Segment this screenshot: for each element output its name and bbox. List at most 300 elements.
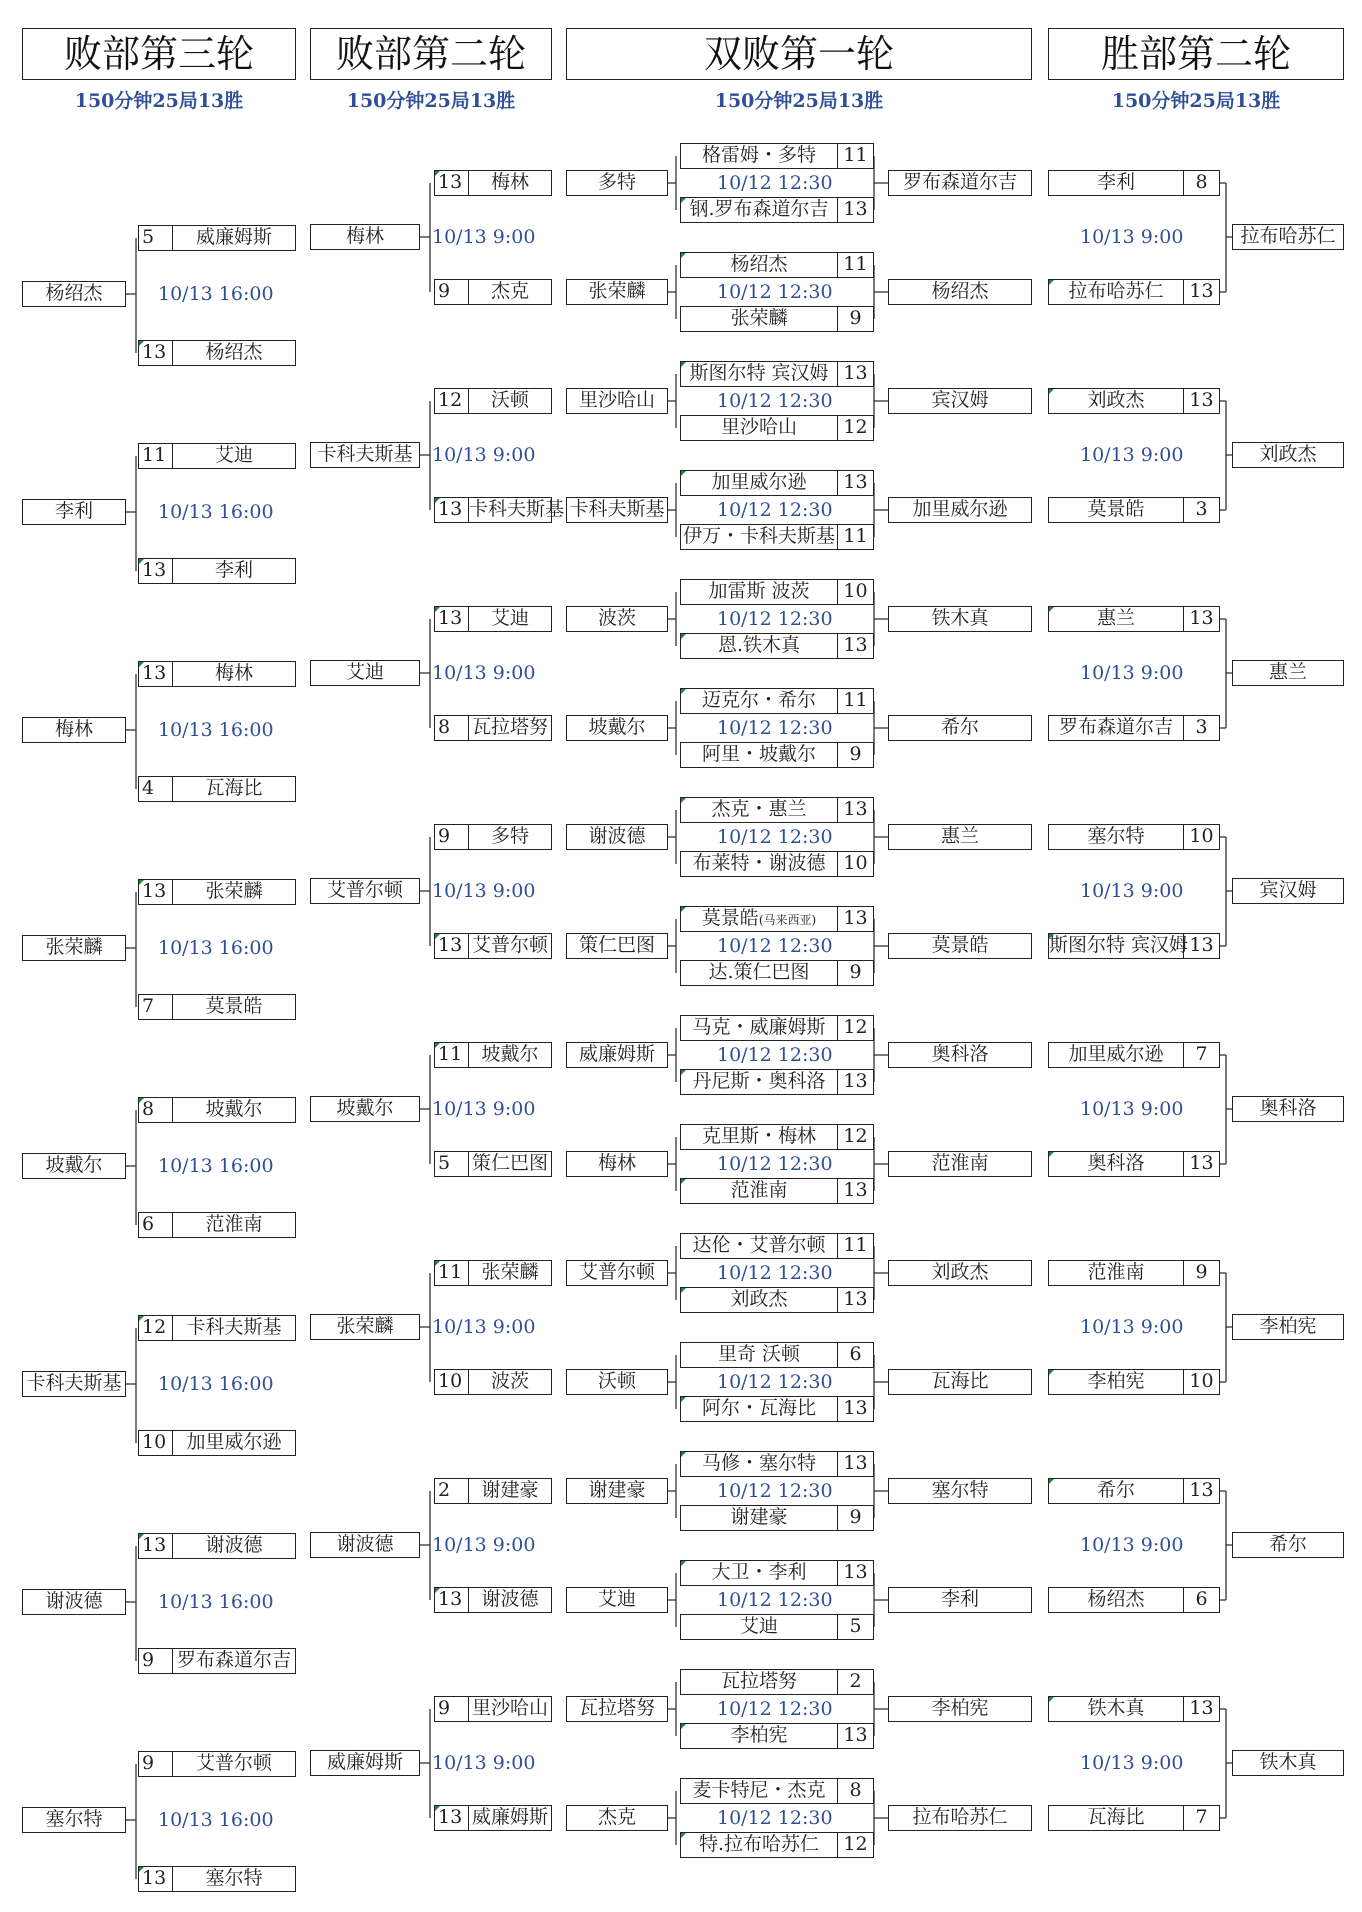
player-name-text: 马克・威廉姆斯	[692, 1016, 826, 1038]
score-cell: 13	[837, 1561, 873, 1585]
dbl1-match-time: 10/12 12:30	[717, 1480, 833, 1502]
score-cell: 9	[837, 743, 873, 767]
score-cell: 13	[435, 1806, 469, 1830]
dbl1-match-time: 10/12 12:30	[717, 826, 833, 848]
dbl1-bottom-player	[680, 851, 874, 877]
lb2-match-time: 10/13 9:00	[432, 1534, 536, 1556]
score-cell: 9	[435, 825, 469, 849]
header-losers-round-2: 败部第二轮	[310, 28, 552, 80]
player-name	[1049, 607, 1183, 630]
player-country-note: (马来西亚)	[758, 913, 817, 927]
lb2-result-box: 艾普尔顿	[310, 878, 420, 904]
player-name: 坡戴尔	[481, 1043, 539, 1065]
player-name-text: 莫景皓	[1087, 498, 1145, 520]
score-cell: 12	[435, 389, 469, 413]
score-cell: 10	[435, 1370, 469, 1394]
dbl1-loser-box: 里沙哈山	[566, 388, 668, 414]
player-name-text: 丹尼斯・奥科洛	[692, 1070, 826, 1092]
lb2-result-box: 梅林	[310, 224, 420, 250]
dbl1-bottom-player	[680, 633, 874, 659]
score-cell: 5	[837, 1615, 873, 1639]
player-name: 谢波德	[205, 1534, 263, 1556]
dbl1-bottom-player	[680, 1069, 874, 1095]
score-cell: 6	[837, 1343, 873, 1367]
dbl1-match-time: 10/12 12:30	[717, 1371, 833, 1393]
player-name: 莫景皓	[205, 995, 263, 1017]
score-cell: 13	[139, 559, 173, 583]
player-name: 谢建豪	[481, 1479, 539, 1501]
dbl1-bottom-player	[680, 1287, 874, 1313]
score-cell: 13	[1183, 607, 1219, 631]
player-name: 里沙哈山	[471, 1697, 548, 1719]
player-name	[1049, 1152, 1183, 1175]
player-name	[1049, 171, 1183, 194]
score-cell: 13	[139, 1534, 173, 1558]
player-name: 沃顿	[490, 389, 529, 411]
score-cell: 10	[1183, 825, 1219, 849]
score-cell: 11	[837, 1234, 873, 1258]
player-name-text: 钢.罗布森道尔吉	[689, 198, 829, 220]
player-name	[681, 1779, 837, 1802]
score-cell: 13	[435, 934, 469, 958]
score-cell: 10	[837, 852, 873, 876]
score-cell: 13	[837, 1452, 873, 1476]
lb2-top-player	[434, 1478, 552, 1504]
wb2-match-time: 10/13 9:00	[1080, 1316, 1184, 1338]
player-name	[681, 1343, 837, 1366]
wb2-top-player	[1048, 1042, 1220, 1068]
dbl1-loser-box: 瓦拉塔努	[566, 1696, 668, 1722]
lb2-top-player	[434, 388, 552, 414]
dbl1-winner-box: 李柏宪	[888, 1696, 1032, 1722]
score-cell: 13	[837, 1724, 873, 1748]
score-cell: 2	[435, 1479, 469, 1503]
score-cell: 6	[139, 1213, 173, 1237]
score-cell: 10	[1183, 1370, 1219, 1394]
player-name	[681, 1724, 837, 1747]
dbl1-top-player	[680, 1233, 874, 1259]
score-cell: 12	[837, 1833, 873, 1857]
lb2-result-box: 卡科夫斯基	[310, 442, 420, 468]
player-name	[681, 1070, 837, 1093]
score-cell: 13	[837, 198, 873, 222]
score-cell: 3	[1183, 498, 1219, 522]
wb2-match-time: 10/13 9:00	[1080, 662, 1184, 684]
score-cell: 9	[837, 307, 873, 331]
format-label-lb3: 150分钟25局13胜	[74, 90, 244, 112]
lb2-bottom-player	[434, 715, 552, 741]
lb2-result-box: 坡戴尔	[310, 1096, 420, 1122]
player-name-text: 李柏宪	[1087, 1370, 1145, 1392]
score-cell: 9	[139, 1752, 173, 1776]
player-name: 塞尔特	[205, 1867, 263, 1889]
dbl1-match-time: 10/12 12:30	[717, 608, 833, 630]
lb2-match-time: 10/13 9:00	[432, 880, 536, 902]
player-name-text: 范淮南	[1087, 1261, 1145, 1283]
wb2-top-player	[1048, 170, 1220, 196]
score-cell: 13	[837, 362, 873, 386]
lb3-result-box: 坡戴尔	[22, 1153, 126, 1179]
lb3-top-player	[138, 1533, 296, 1559]
score-cell: 11	[435, 1261, 469, 1285]
dbl1-bottom-player	[680, 1178, 874, 1204]
wb2-bottom-player	[1048, 497, 1220, 523]
score-cell: 10	[139, 1431, 173, 1455]
player-name	[681, 1397, 837, 1420]
player-name	[681, 852, 837, 875]
player-name: 杨绍杰	[205, 341, 263, 363]
player-name	[681, 1016, 837, 1039]
player-name	[1049, 934, 1189, 957]
wb2-result-box: 奥科洛	[1232, 1096, 1344, 1122]
score-cell: 13	[435, 1588, 469, 1612]
lb3-bottom-player	[138, 558, 296, 584]
dbl1-match-time: 10/12 12:30	[717, 390, 833, 412]
player-name-text: 范淮南	[730, 1179, 788, 1201]
dbl1-winner-box: 铁木真	[888, 606, 1032, 632]
dbl1-loser-box: 艾普尔顿	[566, 1260, 668, 1286]
player-name	[1049, 716, 1183, 739]
score-cell: 12	[837, 1125, 873, 1149]
player-name-text: 杨绍杰	[1087, 1588, 1145, 1610]
dbl1-loser-box: 卡科夫斯基	[566, 497, 668, 523]
lb3-bottom-player	[138, 1866, 296, 1892]
lb3-result-box: 梅林	[22, 717, 126, 743]
player-name	[681, 1179, 837, 1202]
score-cell: 11	[837, 253, 873, 277]
dbl1-bottom-player	[680, 1832, 874, 1858]
lb3-result-box: 李利	[22, 499, 126, 525]
player-name	[1049, 1588, 1183, 1611]
wb2-bottom-player	[1048, 1587, 1220, 1613]
lb3-match-time: 10/13 16:00	[158, 1155, 274, 1177]
dbl1-bottom-player	[680, 197, 874, 223]
lb3-bottom-player	[138, 1430, 296, 1456]
wb2-match-time: 10/13 9:00	[1080, 1752, 1184, 1774]
player-name	[681, 1125, 837, 1148]
dbl1-top-player	[680, 1669, 874, 1695]
player-name	[681, 689, 837, 712]
player-name: 卡科夫斯基	[186, 1316, 282, 1338]
score-cell: 13	[1183, 280, 1219, 304]
player-name	[681, 1506, 837, 1529]
player-name	[1049, 280, 1183, 303]
lb2-top-player	[434, 606, 552, 632]
score-cell: 13	[1183, 1479, 1219, 1503]
score-cell: 8	[139, 1098, 173, 1122]
player-name: 范淮南	[205, 1213, 263, 1235]
lb3-match-time: 10/13 16:00	[158, 1591, 274, 1613]
dbl1-winner-box: 李利	[888, 1587, 1032, 1613]
wb2-match-time: 10/13 9:00	[1080, 444, 1184, 466]
score-cell: 13	[1183, 934, 1219, 958]
lb2-top-player	[434, 170, 552, 196]
score-cell: 9	[435, 280, 469, 304]
player-name-text: 格雷姆・多特	[701, 144, 816, 166]
wb2-bottom-player	[1048, 279, 1220, 305]
lb2-top-player	[434, 1042, 552, 1068]
wb2-result-box: 李柏宪	[1232, 1314, 1344, 1340]
lb2-match-time: 10/13 9:00	[432, 1752, 536, 1774]
wb2-result-box: 希尔	[1232, 1532, 1344, 1558]
player-name: 坡戴尔	[205, 1098, 263, 1120]
player-name	[681, 634, 837, 657]
lb2-bottom-player	[434, 1587, 552, 1613]
dbl1-match-time: 10/12 12:30	[717, 1589, 833, 1611]
score-cell: 12	[837, 1016, 873, 1040]
player-name: 多特	[490, 825, 529, 847]
score-cell: 11	[435, 1043, 469, 1067]
wb2-match-time: 10/13 9:00	[1080, 1534, 1184, 1556]
lb2-result-box: 张荣麟	[310, 1314, 420, 1340]
format-label-dbl1: 150分钟25局13胜	[714, 90, 884, 112]
score-cell: 12	[837, 416, 873, 440]
lb2-result-box: 威廉姆斯	[310, 1750, 420, 1776]
score-cell: 9	[837, 1506, 873, 1530]
player-name: 策仁巴图	[471, 1152, 548, 1174]
player-name-text: 里沙哈山	[720, 416, 797, 438]
dbl1-top-player	[680, 143, 874, 169]
lb3-top-player	[138, 443, 296, 469]
dbl1-match-time: 10/12 12:30	[717, 1807, 833, 1829]
player-name-text: 杨绍杰	[730, 253, 788, 275]
score-cell: 9	[435, 1697, 469, 1721]
header-losers-round-3: 败部第三轮	[22, 28, 296, 80]
score-cell: 13	[837, 907, 873, 931]
dbl1-bottom-player	[680, 1614, 874, 1640]
dbl1-winner-box: 杨绍杰	[888, 279, 1032, 305]
lb3-bottom-player	[138, 1212, 296, 1238]
player-name	[681, 471, 837, 494]
wb2-top-player	[1048, 824, 1220, 850]
score-cell: 5	[435, 1152, 469, 1176]
format-label-lb2: 150分钟25局13胜	[346, 90, 516, 112]
player-name	[681, 580, 837, 603]
dbl1-bottom-player	[680, 1723, 874, 1749]
player-name-text: 李利	[1096, 171, 1135, 193]
lb3-match-time: 10/13 16:00	[158, 283, 274, 305]
player-name-text: 达伦・艾普尔顿	[692, 1234, 826, 1256]
player-name-text: 克里斯・梅林	[701, 1125, 816, 1147]
player-name	[681, 416, 837, 439]
dbl1-winner-box: 奥科洛	[888, 1042, 1032, 1068]
score-cell: 13	[435, 498, 469, 522]
player-name: 梅林	[490, 171, 529, 193]
score-cell: 13	[837, 1179, 873, 1203]
lb3-result-box: 卡科夫斯基	[22, 1371, 126, 1397]
dbl1-top-player	[680, 1451, 874, 1477]
dbl1-match-time: 10/12 12:30	[717, 717, 833, 739]
lb2-bottom-player	[434, 279, 552, 305]
player-name-text: 马修・塞尔特	[701, 1452, 816, 1474]
dbl1-match-time: 10/12 12:30	[717, 1262, 833, 1284]
dbl1-match-time: 10/12 12:30	[717, 935, 833, 957]
player-name-text: 麦卡特尼・杰克	[692, 1779, 826, 1801]
score-cell: 13	[837, 471, 873, 495]
wb2-bottom-player	[1048, 1805, 1220, 1831]
dbl1-match-time: 10/12 12:30	[717, 1153, 833, 1175]
dbl1-bottom-player	[680, 960, 874, 986]
lb2-bottom-player	[434, 933, 552, 959]
player-name-text: 加里威尔逊	[1068, 1043, 1164, 1065]
wb2-match-time: 10/13 9:00	[1080, 226, 1184, 248]
player-name-text: 莫景皓	[701, 907, 759, 929]
wb2-bottom-player	[1048, 1151, 1220, 1177]
player-name-text: 奥科洛	[1087, 1152, 1145, 1174]
lb3-result-box: 谢波德	[22, 1589, 126, 1615]
dbl1-top-player	[680, 797, 874, 823]
lb3-top-player	[138, 1315, 296, 1341]
lb2-result-box: 谢波德	[310, 1532, 420, 1558]
score-cell: 13	[435, 607, 469, 631]
player-name-text: 罗布森道尔吉	[1058, 716, 1173, 738]
dbl1-match-time: 10/12 12:30	[717, 1044, 833, 1066]
dbl1-loser-box: 梅林	[566, 1151, 668, 1177]
player-name	[1049, 1479, 1183, 1502]
score-cell: 13	[837, 634, 873, 658]
player-name	[681, 362, 837, 385]
player-name	[1049, 1043, 1183, 1066]
player-name-text: 斯图尔特 宾汉姆	[689, 362, 829, 384]
score-cell: 2	[837, 1670, 873, 1694]
dbl1-bottom-player	[680, 524, 874, 550]
player-name	[681, 525, 837, 548]
lb3-top-player	[138, 1751, 296, 1777]
dbl1-winner-box: 莫景皓	[888, 933, 1032, 959]
player-name-text: 刘政杰	[1087, 389, 1145, 411]
score-cell: 13	[837, 1070, 873, 1094]
lb2-match-time: 10/13 9:00	[432, 1316, 536, 1338]
lb2-top-player	[434, 1696, 552, 1722]
score-cell: 10	[837, 580, 873, 604]
wb2-bottom-player	[1048, 933, 1220, 959]
player-name: 瓦拉塔努	[471, 716, 548, 738]
dbl1-winner-box: 惠兰	[888, 824, 1032, 850]
score-cell: 4	[139, 777, 173, 801]
lb3-match-time: 10/13 16:00	[158, 719, 274, 741]
dbl1-winner-box: 罗布森道尔吉	[888, 170, 1032, 196]
score-cell: 13	[1183, 389, 1219, 413]
player-name: 加里威尔逊	[186, 1431, 282, 1453]
player-name-text: 李柏宪	[730, 1724, 788, 1746]
score-cell: 9	[139, 1649, 173, 1673]
dbl1-winner-box: 范淮南	[888, 1151, 1032, 1177]
dbl1-winner-box: 拉布哈苏仁	[888, 1805, 1032, 1831]
score-cell: 13	[139, 880, 173, 904]
wb2-result-box: 铁木真	[1232, 1750, 1344, 1776]
score-cell: 8	[837, 1779, 873, 1803]
player-name-text: 达.策仁巴图	[708, 961, 810, 983]
lb2-match-time: 10/13 9:00	[432, 1098, 536, 1120]
dbl1-loser-box: 威廉姆斯	[566, 1042, 668, 1068]
wb2-bottom-player	[1048, 715, 1220, 741]
player-name: 威廉姆斯	[471, 1806, 548, 1828]
lb2-result-box: 艾迪	[310, 660, 420, 686]
lb3-result-box: 塞尔特	[22, 1807, 126, 1833]
player-name-text: 塞尔特	[1087, 825, 1145, 847]
dbl1-top-player	[680, 361, 874, 387]
score-cell: 13	[139, 341, 173, 365]
lb2-top-player	[434, 1260, 552, 1286]
score-cell: 7	[139, 995, 173, 1019]
wb2-top-player	[1048, 1478, 1220, 1504]
wb2-match-time: 10/13 9:00	[1080, 1098, 1184, 1120]
dbl1-top-player	[680, 579, 874, 605]
player-name-text: 刘政杰	[730, 1288, 788, 1310]
score-cell: 7	[1183, 1806, 1219, 1830]
dbl1-loser-box: 沃顿	[566, 1369, 668, 1395]
dbl1-loser-box: 波茨	[566, 606, 668, 632]
player-name	[1049, 1806, 1183, 1829]
score-cell: 13	[837, 798, 873, 822]
header-winners-round-2: 胜部第二轮	[1048, 28, 1344, 80]
dbl1-winner-box: 希尔	[888, 715, 1032, 741]
dbl1-winner-box: 刘政杰	[888, 1260, 1032, 1286]
player-name	[681, 1234, 837, 1257]
player-name	[681, 144, 837, 167]
wb2-bottom-player	[1048, 1369, 1220, 1395]
player-name-text: 铁木真	[1087, 1697, 1145, 1719]
player-name: 张荣麟	[481, 1261, 539, 1283]
player-name-text: 惠兰	[1096, 607, 1135, 629]
player-name-text: 瓦拉塔努	[720, 1670, 797, 1692]
lb2-bottom-player	[434, 497, 565, 523]
player-name: 瓦海比	[205, 777, 263, 799]
player-name-text: 伊万・卡科夫斯基	[682, 525, 835, 547]
player-name	[681, 1615, 837, 1638]
dbl1-top-player	[680, 1124, 874, 1150]
lb2-top-player	[434, 824, 552, 850]
score-cell: 13	[435, 171, 469, 195]
player-name-text: 杰克・惠兰	[711, 798, 807, 820]
lb2-bottom-player	[434, 1151, 552, 1177]
player-name	[681, 253, 837, 276]
player-name-text: 张荣麟	[730, 307, 788, 329]
dbl1-top-player	[680, 906, 874, 932]
header-double-elim-round-1: 双败第一轮	[566, 28, 1032, 80]
score-cell: 13	[139, 1867, 173, 1891]
player-name-text: 艾迪	[739, 1615, 778, 1637]
score-cell: 13	[1183, 1697, 1219, 1721]
player-name	[681, 1288, 837, 1311]
dbl1-top-player	[680, 1560, 874, 1586]
player-name: 梅林	[214, 662, 253, 684]
player-name-text: 瓦海比	[1087, 1806, 1145, 1828]
lb3-bottom-player	[138, 340, 296, 366]
player-name	[681, 1833, 837, 1856]
player-name-text: 里奇 沃顿	[717, 1343, 801, 1365]
wb2-result-box: 宾汉姆	[1232, 878, 1344, 904]
dbl1-winner-box: 塞尔特	[888, 1478, 1032, 1504]
dbl1-winner-box: 加里威尔逊	[888, 497, 1032, 523]
player-name: 波茨	[490, 1370, 529, 1392]
player-name: 张荣麟	[205, 880, 263, 902]
dbl1-loser-box: 谢波德	[566, 824, 668, 850]
lb3-match-time: 10/13 16:00	[158, 937, 274, 959]
lb3-match-time: 10/13 16:00	[158, 1373, 274, 1395]
player-name	[681, 307, 837, 330]
lb2-match-time: 10/13 9:00	[432, 662, 536, 684]
player-name: 谢波德	[481, 1588, 539, 1610]
player-name: 威廉姆斯	[195, 226, 272, 248]
lb2-bottom-player	[434, 1805, 552, 1831]
dbl1-loser-box: 谢建豪	[566, 1478, 668, 1504]
dbl1-bottom-player	[680, 1396, 874, 1422]
player-name-text: 布莱特・谢波德	[692, 852, 826, 874]
dbl1-top-player	[680, 1778, 874, 1804]
dbl1-bottom-player	[680, 306, 874, 332]
player-name: 罗布森道尔吉	[176, 1649, 291, 1671]
